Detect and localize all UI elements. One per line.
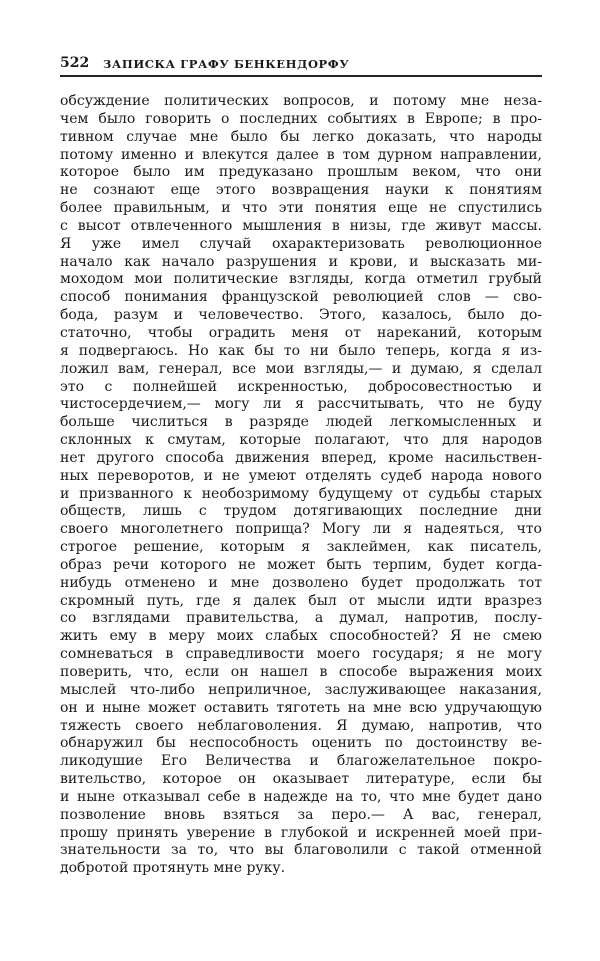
text-line: тивном случае мне было бы легко доказать, что народы	[60, 128, 542, 145]
text-line: вительство, которое он оказывает литературе, если бы	[60, 771, 542, 788]
text-line: более правильным, и что эти понятия еще не спустились	[60, 200, 542, 217]
text-line: со взглядами правительства, а думал, напротив, послу-	[60, 610, 542, 627]
text-line: знательности за то, что вы благоволили с такой отменной	[60, 842, 542, 859]
text-line: это с полнейшей искренностью, добросовестностью и	[60, 378, 542, 395]
text-line: статочно, чтобы оградить меня от нареканий, которым	[60, 324, 542, 341]
text-line: мыслей что-либо неприличное, заслуживающее наказания,	[60, 681, 542, 698]
text-line: позволение вновь взяться за перо.— А вас, генерал,	[60, 806, 542, 823]
text-line: чистосердечием,— могу ли я рассчитывать, что не буду	[60, 396, 542, 413]
text-line: тяжесть своего неблаговоления. Я думаю, напротив, что	[60, 717, 542, 734]
text-line: которое было им предуказано прошлым веком, что они	[60, 164, 542, 181]
text-line: ных переворотов, и не умеют отделять судеб народа нового	[60, 467, 542, 484]
text-line: потому именно и влекутся далее в том дурном направлении,	[60, 146, 542, 163]
text-line: способ понимания французской революцией слов — сво-	[60, 289, 542, 306]
text-line: Я уже имел случай охарактеризовать революционное	[60, 235, 542, 252]
text-line: я подвергаюсь. Но как бы то ни было теперь, когда я из-	[60, 342, 542, 359]
text-line: сомневаться в справедливости моего государя; я не могу	[60, 646, 542, 663]
text-line: жить ему в меру моих слабых способностей? Я не смею	[60, 628, 542, 645]
text-line: больше числиться в разряде людей легкомысленных и	[60, 414, 542, 431]
running-title: ЗАПИСКА ГРАФУ БЕНКЕНДОРФУ	[103, 57, 350, 71]
text-line: обществ, лишь с трудом дотягивающих последние дни	[60, 503, 542, 520]
text-line: с высот отвлеченного мышления в низы, где живут массы.	[60, 217, 542, 234]
text-line: образ речи которого не может быть терпим, будет когда-	[60, 556, 542, 573]
text-line: скромный путь, где я далек был от мысли идти вразрез	[60, 592, 542, 609]
text-line: поверить, что, если он нашел в способе выражения моих	[60, 664, 542, 680]
text-line: он и ныне может оставить тяготеть на мне всю удручающую	[60, 699, 542, 716]
text-line: нибудь отменено и мне дозволено будет продолжать тот	[60, 574, 542, 591]
text-line: нет другого способа движения вперед, кроме насильствен-	[60, 449, 542, 466]
text-line: начало как начало разрушения и крови, и высказать ми-	[60, 253, 542, 270]
text-line: ложил вам, генерал, все мои взгляды,— и думаю, я сделал	[60, 360, 542, 377]
text-line: бода, разум и человечество. Этого, казалось, было до-	[60, 307, 542, 324]
running-header	[60, 55, 542, 73]
text-line: прошу принять уверение в глубокой и искренней моей при-	[60, 824, 542, 841]
text-line: обнаружил бы неспособность оценить по достоинству ве-	[60, 735, 542, 752]
text-line: обсуждение политических вопросов, и потому мне неза-	[60, 93, 542, 109]
text-line: своего многолетнего поприща? Могу ли я надеяться, что	[60, 521, 542, 538]
text-line: ликодушие Его Величества и благожелательное покро-	[60, 753, 542, 770]
text-line: строгое решение, которым я заклеймен, как писатель,	[60, 539, 542, 556]
text-line: моходом мои политические взгляды, когда отметил грубый	[60, 271, 542, 288]
text-line: чем было говорить о последних событиях в Европе; в про-	[60, 110, 542, 127]
page-number: 522	[60, 55, 90, 71]
body-text	[60, 93, 542, 878]
text-line: и призванного к необозримому будущему от судьбы старых	[60, 485, 542, 502]
text-line: добротой протянуть мне руку.	[60, 860, 286, 877]
text-line: склонных к смутам, которые полагают, что для народов	[60, 432, 542, 449]
header-rule	[60, 75, 542, 77]
text-line: и ныне отказывал себе в надежде на то, что мне будет дано	[60, 788, 542, 805]
text-line: не сознают еще этого возвращения науки к понятиям	[60, 182, 542, 199]
